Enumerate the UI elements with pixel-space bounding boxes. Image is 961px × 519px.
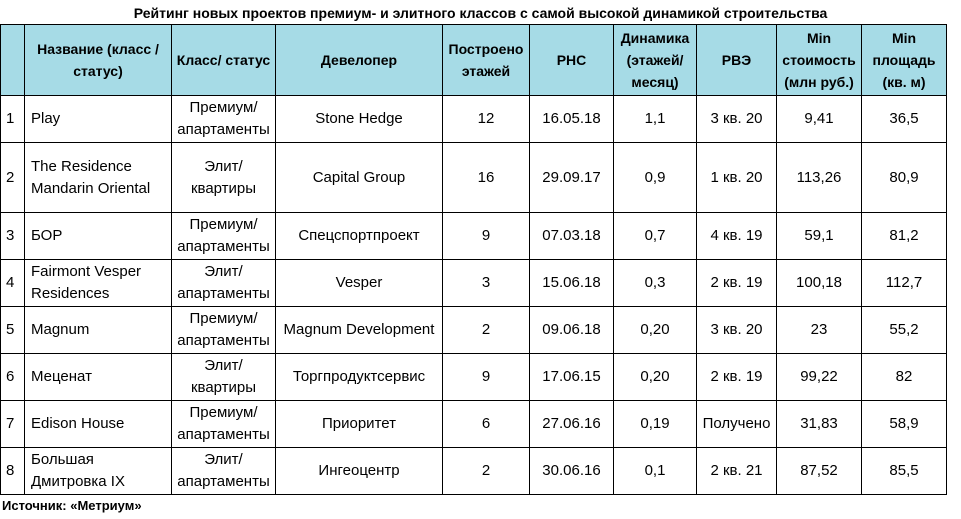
header-cell-name: Название (класс / статус) bbox=[25, 25, 172, 96]
dynamics: 1,1 bbox=[614, 96, 697, 143]
class-status: Премиум/ апартаменты bbox=[172, 96, 276, 143]
min-price: 9,41 bbox=[777, 96, 862, 143]
header-row bbox=[1, 25, 947, 96]
min-area: 80,9 bbox=[862, 143, 947, 213]
floors-built: 16 bbox=[443, 143, 530, 213]
header-cell-class: Класс/ статус bbox=[172, 25, 276, 96]
developer: Торгпродуктсервис bbox=[276, 354, 443, 401]
table-title: Рейтинг новых проектов премиум- и элитного классов с самой высокой динамикой строительства bbox=[133, 5, 828, 21]
floors-built: 12 bbox=[443, 96, 530, 143]
dynamics: 0,7 bbox=[614, 213, 697, 260]
table-row bbox=[1, 96, 947, 143]
project-name: Fairmont Vesper Residences bbox=[25, 260, 172, 307]
developer: Приоритет bbox=[276, 401, 443, 448]
developer: Vesper bbox=[276, 260, 443, 307]
rns-date: 29.09.17 bbox=[530, 143, 614, 213]
rve: 3 кв. 20 bbox=[697, 96, 777, 143]
rns-date: 16.05.18 bbox=[530, 96, 614, 143]
dynamics: 0,19 bbox=[614, 401, 697, 448]
rns-date: 30.06.16 bbox=[530, 448, 614, 495]
project-name: The Residence Mandarin Oriental bbox=[25, 143, 172, 213]
rns-date: 15.06.18 bbox=[530, 260, 614, 307]
min-price: 59,1 bbox=[777, 213, 862, 260]
min-price: 113,26 bbox=[777, 143, 862, 213]
table-row bbox=[1, 143, 947, 213]
rve: 4 кв. 19 bbox=[697, 213, 777, 260]
dynamics: 0,9 bbox=[614, 143, 697, 213]
source-note: Источник: «Метриум» bbox=[2, 498, 142, 513]
min-area: 81,2 bbox=[862, 213, 947, 260]
class-status: Премиум/ апартаменты bbox=[172, 401, 276, 448]
min-area: 85,5 bbox=[862, 448, 947, 495]
table-row bbox=[1, 260, 947, 307]
min-price: 99,22 bbox=[777, 354, 862, 401]
header-cell-floors: Построено этажей bbox=[443, 25, 530, 96]
class-status: Элит/ квартиры bbox=[172, 354, 276, 401]
project-name: Magnum bbox=[25, 307, 172, 354]
row-number: 1 bbox=[1, 96, 25, 143]
table-row bbox=[1, 307, 947, 354]
min-price: 100,18 bbox=[777, 260, 862, 307]
rve: 1 кв. 20 bbox=[697, 143, 777, 213]
rve: Получено bbox=[697, 401, 777, 448]
min-area: 112,7 bbox=[862, 260, 947, 307]
rns-date: 07.03.18 bbox=[530, 213, 614, 260]
table-row bbox=[1, 401, 947, 448]
developer: Спецспортпроект bbox=[276, 213, 443, 260]
row-number: 3 bbox=[1, 213, 25, 260]
rve: 2 кв. 21 bbox=[697, 448, 777, 495]
min-price: 87,52 bbox=[777, 448, 862, 495]
class-status: Премиум/ апартаменты bbox=[172, 213, 276, 260]
project-name: Большая Дмитровка IX bbox=[25, 448, 172, 495]
class-status: Элит/ апартаменты bbox=[172, 260, 276, 307]
project-name: Edison House bbox=[25, 401, 172, 448]
class-status: Элит/ квартиры bbox=[172, 143, 276, 213]
developer: Capital Group bbox=[276, 143, 443, 213]
header-cell-min-price: Min стоимость (млн руб.) bbox=[777, 25, 862, 96]
row-number: 2 bbox=[1, 143, 25, 213]
class-status: Элит/ апартаменты bbox=[172, 448, 276, 495]
project-name: Меценат bbox=[25, 354, 172, 401]
min-area: 36,5 bbox=[862, 96, 947, 143]
rating-table bbox=[0, 24, 947, 495]
class-status: Премиум/ апартаменты bbox=[172, 307, 276, 354]
min-area: 58,9 bbox=[862, 401, 947, 448]
dynamics: 0,20 bbox=[614, 354, 697, 401]
rns-date: 27.06.16 bbox=[530, 401, 614, 448]
rve: 3 кв. 20 bbox=[697, 307, 777, 354]
min-price: 23 bbox=[777, 307, 862, 354]
rve: 2 кв. 19 bbox=[697, 260, 777, 307]
row-number: 5 bbox=[1, 307, 25, 354]
floors-built: 2 bbox=[443, 448, 530, 495]
rns-date: 09.06.18 bbox=[530, 307, 614, 354]
dynamics: 0,1 bbox=[614, 448, 697, 495]
project-name: БОР bbox=[25, 213, 172, 260]
header-cell-rve: РВЭ bbox=[697, 25, 777, 96]
floors-built: 2 bbox=[443, 307, 530, 354]
developer: Ингеоцентр bbox=[276, 448, 443, 495]
rve: 2 кв. 19 bbox=[697, 354, 777, 401]
dynamics: 0,20 bbox=[614, 307, 697, 354]
floors-built: 9 bbox=[443, 213, 530, 260]
table-row bbox=[1, 213, 947, 260]
floors-built: 9 bbox=[443, 354, 530, 401]
table-row bbox=[1, 448, 947, 495]
min-price: 31,83 bbox=[777, 401, 862, 448]
header-cell-min-area: Min площадь (кв. м) bbox=[862, 25, 947, 96]
min-area: 82 bbox=[862, 354, 947, 401]
min-area: 55,2 bbox=[862, 307, 947, 354]
header-cell-dynamics: Динамика (этажей/ месяц) bbox=[614, 25, 697, 96]
header-cell-rns: РНС bbox=[530, 25, 614, 96]
row-number: 4 bbox=[1, 260, 25, 307]
header-cell-developer: Девелопер bbox=[276, 25, 443, 96]
floors-built: 3 bbox=[443, 260, 530, 307]
developer: Stone Hedge bbox=[276, 96, 443, 143]
row-number: 8 bbox=[1, 448, 25, 495]
project-name: Play bbox=[25, 96, 172, 143]
floors-built: 6 bbox=[443, 401, 530, 448]
row-number: 7 bbox=[1, 401, 25, 448]
developer: Magnum Development bbox=[276, 307, 443, 354]
header-cell-num bbox=[1, 25, 25, 96]
row-number: 6 bbox=[1, 354, 25, 401]
table-row bbox=[1, 354, 947, 401]
dynamics: 0,3 bbox=[614, 260, 697, 307]
rns-date: 17.06.15 bbox=[530, 354, 614, 401]
